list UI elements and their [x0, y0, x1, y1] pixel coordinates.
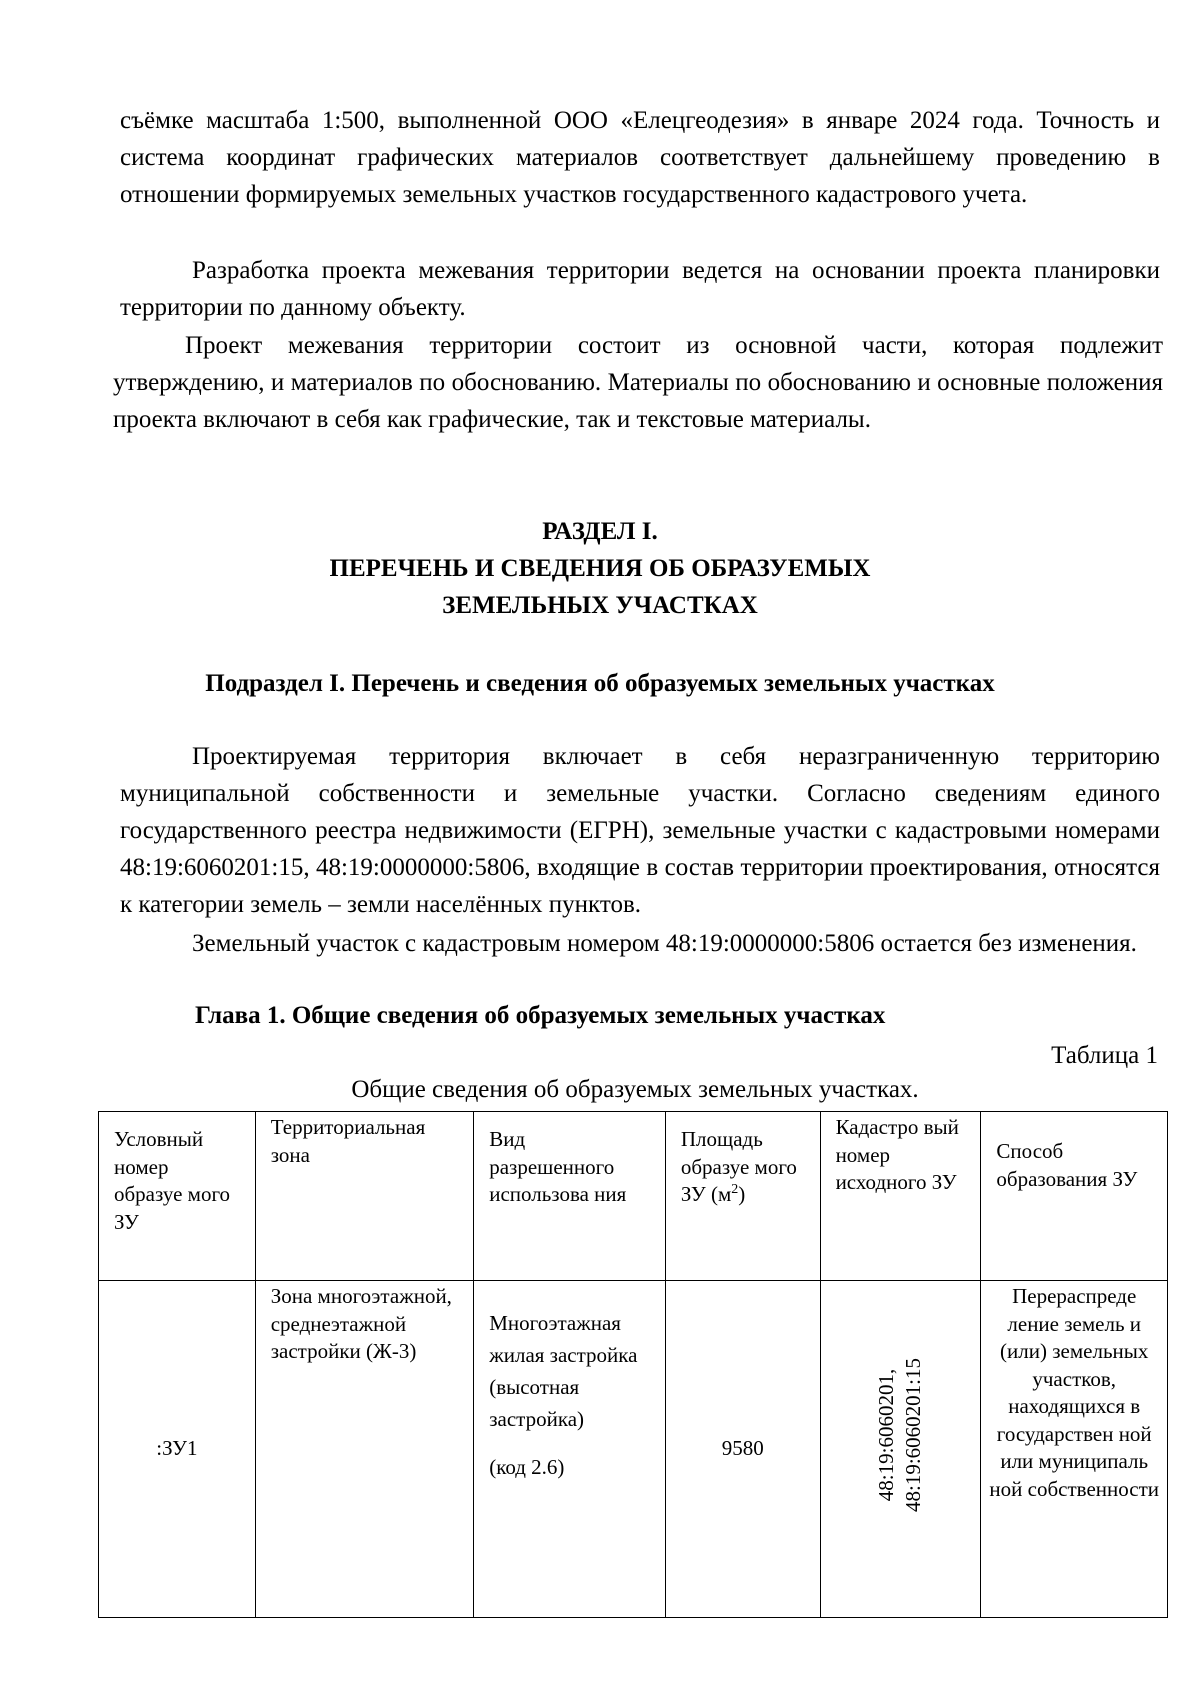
- header-permitted-use-text: Вид разрешенного использова ния: [489, 1127, 627, 1206]
- cell-permitted-use-text: Многоэтажная жилая застройка (высотная застройка): [489, 1311, 638, 1431]
- header-permitted-use: [474, 1112, 666, 1281]
- paragraph-survey-accuracy: съёмке масштаба 1:500, выполненной ООО «Елецгеодезия» в январе 2024 года. Точность и система координат графических материалов соответствует дальнейшему проведению в отношении формируемых земельных участков государственного кадастрового учета.: [120, 107, 1160, 208]
- section-title-line3: ЗЕМЕЛЬНЫХ УЧАСТКАХ: [442, 592, 758, 619]
- table-header-row: [99, 1112, 1168, 1281]
- cell-area: [665, 1281, 820, 1618]
- cell-permitted-use-code: (код 2.6): [489, 1455, 565, 1479]
- cadastral-rotated-container: [821, 1281, 981, 1589]
- cell-area-value: 9580: [721, 1436, 764, 1461]
- parcels-table: [98, 1111, 1168, 1618]
- paragraph-unchanged-parcel: Земельный участок с кадастровым номером 48:19:0000000:5806 остается без изменения.: [192, 930, 1137, 957]
- cadastral-rotated-text: [873, 1285, 927, 1585]
- cell-formation-method-text: Перераспреде ление земель и (или) земельных участков, находящихся в государствен ной или муниципаль ной собственности: [989, 1284, 1160, 1501]
- paragraph-project-composition: Проект межевания территории состоит из основной части, которая подлежит утверждению, и материалов по обоснованию. Материалы по обоснованию и основные положения проекта включают в себя как графические, так и текстовые материалы.: [113, 332, 1163, 433]
- header-conditional-number: [99, 1112, 256, 1281]
- section-title-line1: РАЗДЕЛ I.: [542, 518, 658, 545]
- header-area-text: Площадь образуе мого ЗУ (м: [680, 1127, 797, 1206]
- table-caption: Общие сведения об образуемых земельных участках.: [351, 1076, 919, 1103]
- header-conditional-number-text: Условный номер образуе мого ЗУ: [114, 1127, 231, 1234]
- cadastral-line2: 48:19:6060201:15: [901, 1358, 926, 1513]
- section-title-line2: ПЕРЕЧЕНЬ И СВЕДЕНИЯ ОБ ОБРАЗУЕМЫХ: [329, 555, 871, 582]
- cell-territorial-zone: [255, 1281, 474, 1618]
- header-area-close: ): [738, 1182, 746, 1206]
- header-territorial-zone-text: Территориальная зона: [270, 1115, 426, 1167]
- header-formation-method: [981, 1112, 1168, 1281]
- table-number: Таблица 1: [1051, 1042, 1158, 1069]
- paragraph-territory-description: Проектируемая территория включает в себя неразграниченную территорию муниципальной собственности и земельные участки. Согласно сведениям единого государственного реестра недвижимости (ЕГРН), земельные участки с кадастровыми номерами 48:19:6060201:15, 48:19:0000000:5806, входящие в состав территории проектирования, относятся к категории земель – земли населённых пунктов.: [120, 743, 1160, 918]
- cell-conditional-number-text: :ЗУ1: [156, 1436, 198, 1461]
- header-territorial-zone: [255, 1112, 474, 1281]
- table-row: [99, 1281, 1168, 1618]
- header-source-cadastral-number-text: Кадастро вый номер исходного ЗУ: [835, 1115, 959, 1194]
- header-area: [665, 1112, 820, 1281]
- header-formation-method-text: Способ образования ЗУ: [996, 1139, 1138, 1191]
- header-source-cadastral-number: [820, 1112, 981, 1281]
- header-area-superscript: 2: [731, 1182, 739, 1197]
- paragraph-project-basis: Разработка проекта межевания территории ведется на основании проекта планировки территории по данному объекту.: [120, 257, 1160, 321]
- cell-permitted-use: [474, 1281, 666, 1618]
- chapter-title: Глава 1. Общие сведения об образуемых земельных участках: [195, 1002, 886, 1029]
- subsection-title: Подраздел I. Перечень и сведения об образуемых земельных участках: [205, 670, 995, 697]
- cell-territorial-zone-text: Зона многоэтажной, среднеэтажной застройки (Ж-3): [270, 1284, 452, 1363]
- cell-source-cadastral-number: [820, 1281, 981, 1618]
- cell-formation-method: [981, 1281, 1168, 1618]
- cadastral-line1: 48:19:6060201,: [874, 1368, 899, 1502]
- cell-conditional-number: [99, 1281, 256, 1618]
